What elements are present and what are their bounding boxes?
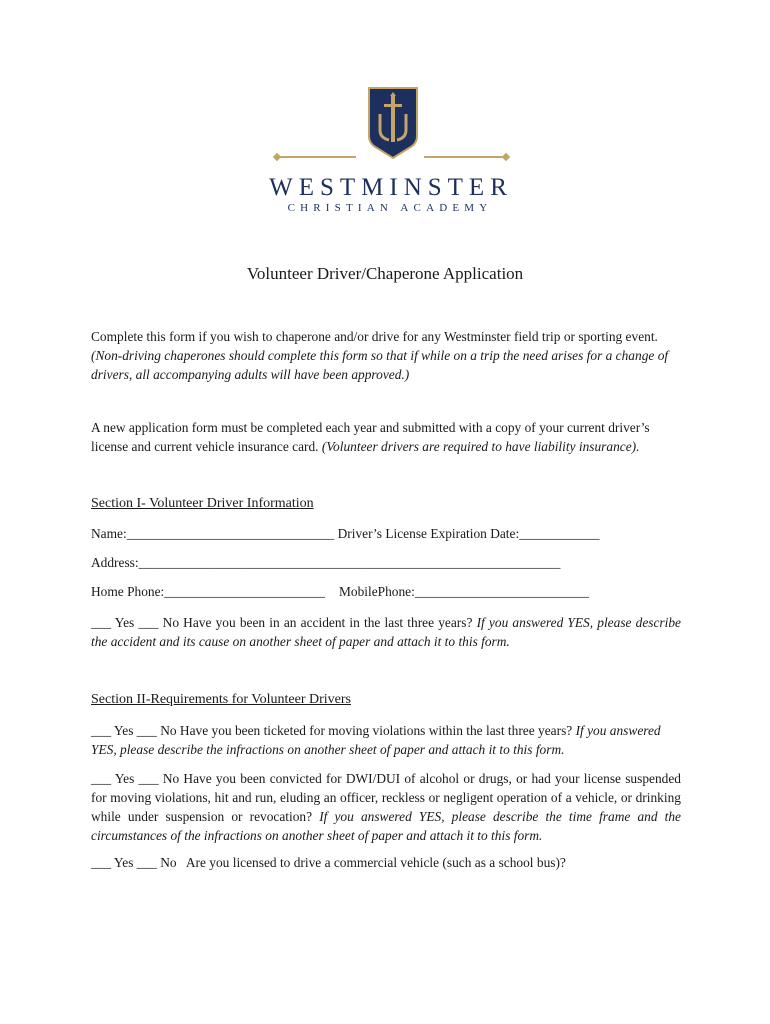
section1-heading: Section I- Volunteer Driver Information — [91, 496, 314, 511]
accident-note: If you answered YES, please describe the accident and its cause on another sheet of paper and attach it to this form. — [91, 615, 681, 649]
school-logo — [0, 86, 770, 226]
requirements-paragraph — [91, 418, 681, 456]
ticket-note: If you answered YES, please describe the infractions on another sheet of paper and attach it to this form. — [91, 723, 661, 757]
name-field[interactable]: Name:_______________________________ — [91, 526, 335, 541]
requirements-note: (Volunteer drivers are required to have liability insurance). — [321, 439, 640, 454]
logo-rule-ornament — [273, 153, 281, 161]
intro-text: Complete this form if you wish to chaperone and/or drive for any Westminster field trip or sporting event. — [91, 329, 658, 344]
license-expiration-field[interactable]: Driver’s License Expiration Date:____________ — [337, 526, 600, 541]
logo-rule-ornament — [502, 153, 510, 161]
address-field[interactable]: Address:_______________________________________________________________ — [91, 555, 561, 570]
logo-rule-right — [424, 156, 506, 158]
logo-rule-left — [280, 156, 356, 158]
phone-row — [91, 584, 589, 600]
name-row — [91, 526, 600, 542]
dwi-note: If you answered YES, please describe the time frame and the circumstances of the infractions on another sheet of paper and attach it to this form. — [91, 809, 681, 843]
school-subtitle: CHRISTIAN ACADEMY — [287, 202, 493, 214]
form-title: Volunteer Driver/Chaperone Application — [246, 264, 524, 283]
school-name: WESTMINSTER — [269, 174, 513, 201]
intro-note: (Non-driving chaperones should complete this form so that if while on a trip the need arises for a change of drivers, all accompanying adults will have been approved.) — [91, 348, 669, 382]
shield-cross-crest-icon — [367, 86, 419, 160]
intro-paragraph — [91, 327, 681, 384]
mobile-phone-field[interactable]: MobilePhone:__________________________ — [338, 584, 589, 599]
home-phone-field[interactable]: Home Phone:________________________ — [91, 584, 325, 599]
section2-heading: Section II-Requirements for Volunteer Drivers — [91, 692, 351, 707]
accident-question[interactable]: ___ Yes ___ No Have you been in an accident in the last three years? If you answered YES, please describe the accident and its cause on another sheet of paper and attach it to this form. — [91, 615, 681, 649]
commercial-question[interactable]: ___ Yes ___ No Are you licensed to drive a commercial vehicle (such as a school bus)? — [91, 855, 566, 870]
requirements-text: A new application form must be completed each year and submitted with a copy of your current driver’s license and current vehicle insurance card. — [91, 420, 650, 454]
dwi-question[interactable]: ___ Yes ___ No Have you been convicted for DWI/DUI of alcohol or drugs, or had your license suspended for moving violations, hit and run, eluding an officer, reckless or negligent operation of a vehicle, or drinking while under suspension or revocation? If you answered YES, please describe the time frame and the circumstances of the infractions on another sheet of paper and attach it to this form. — [91, 771, 681, 843]
ticket-question[interactable]: ___ Yes ___ No Have you been ticketed for moving violations within the last three years? If you answered YES, please describe the infractions on another sheet of paper and attach it to this form. — [91, 723, 661, 757]
